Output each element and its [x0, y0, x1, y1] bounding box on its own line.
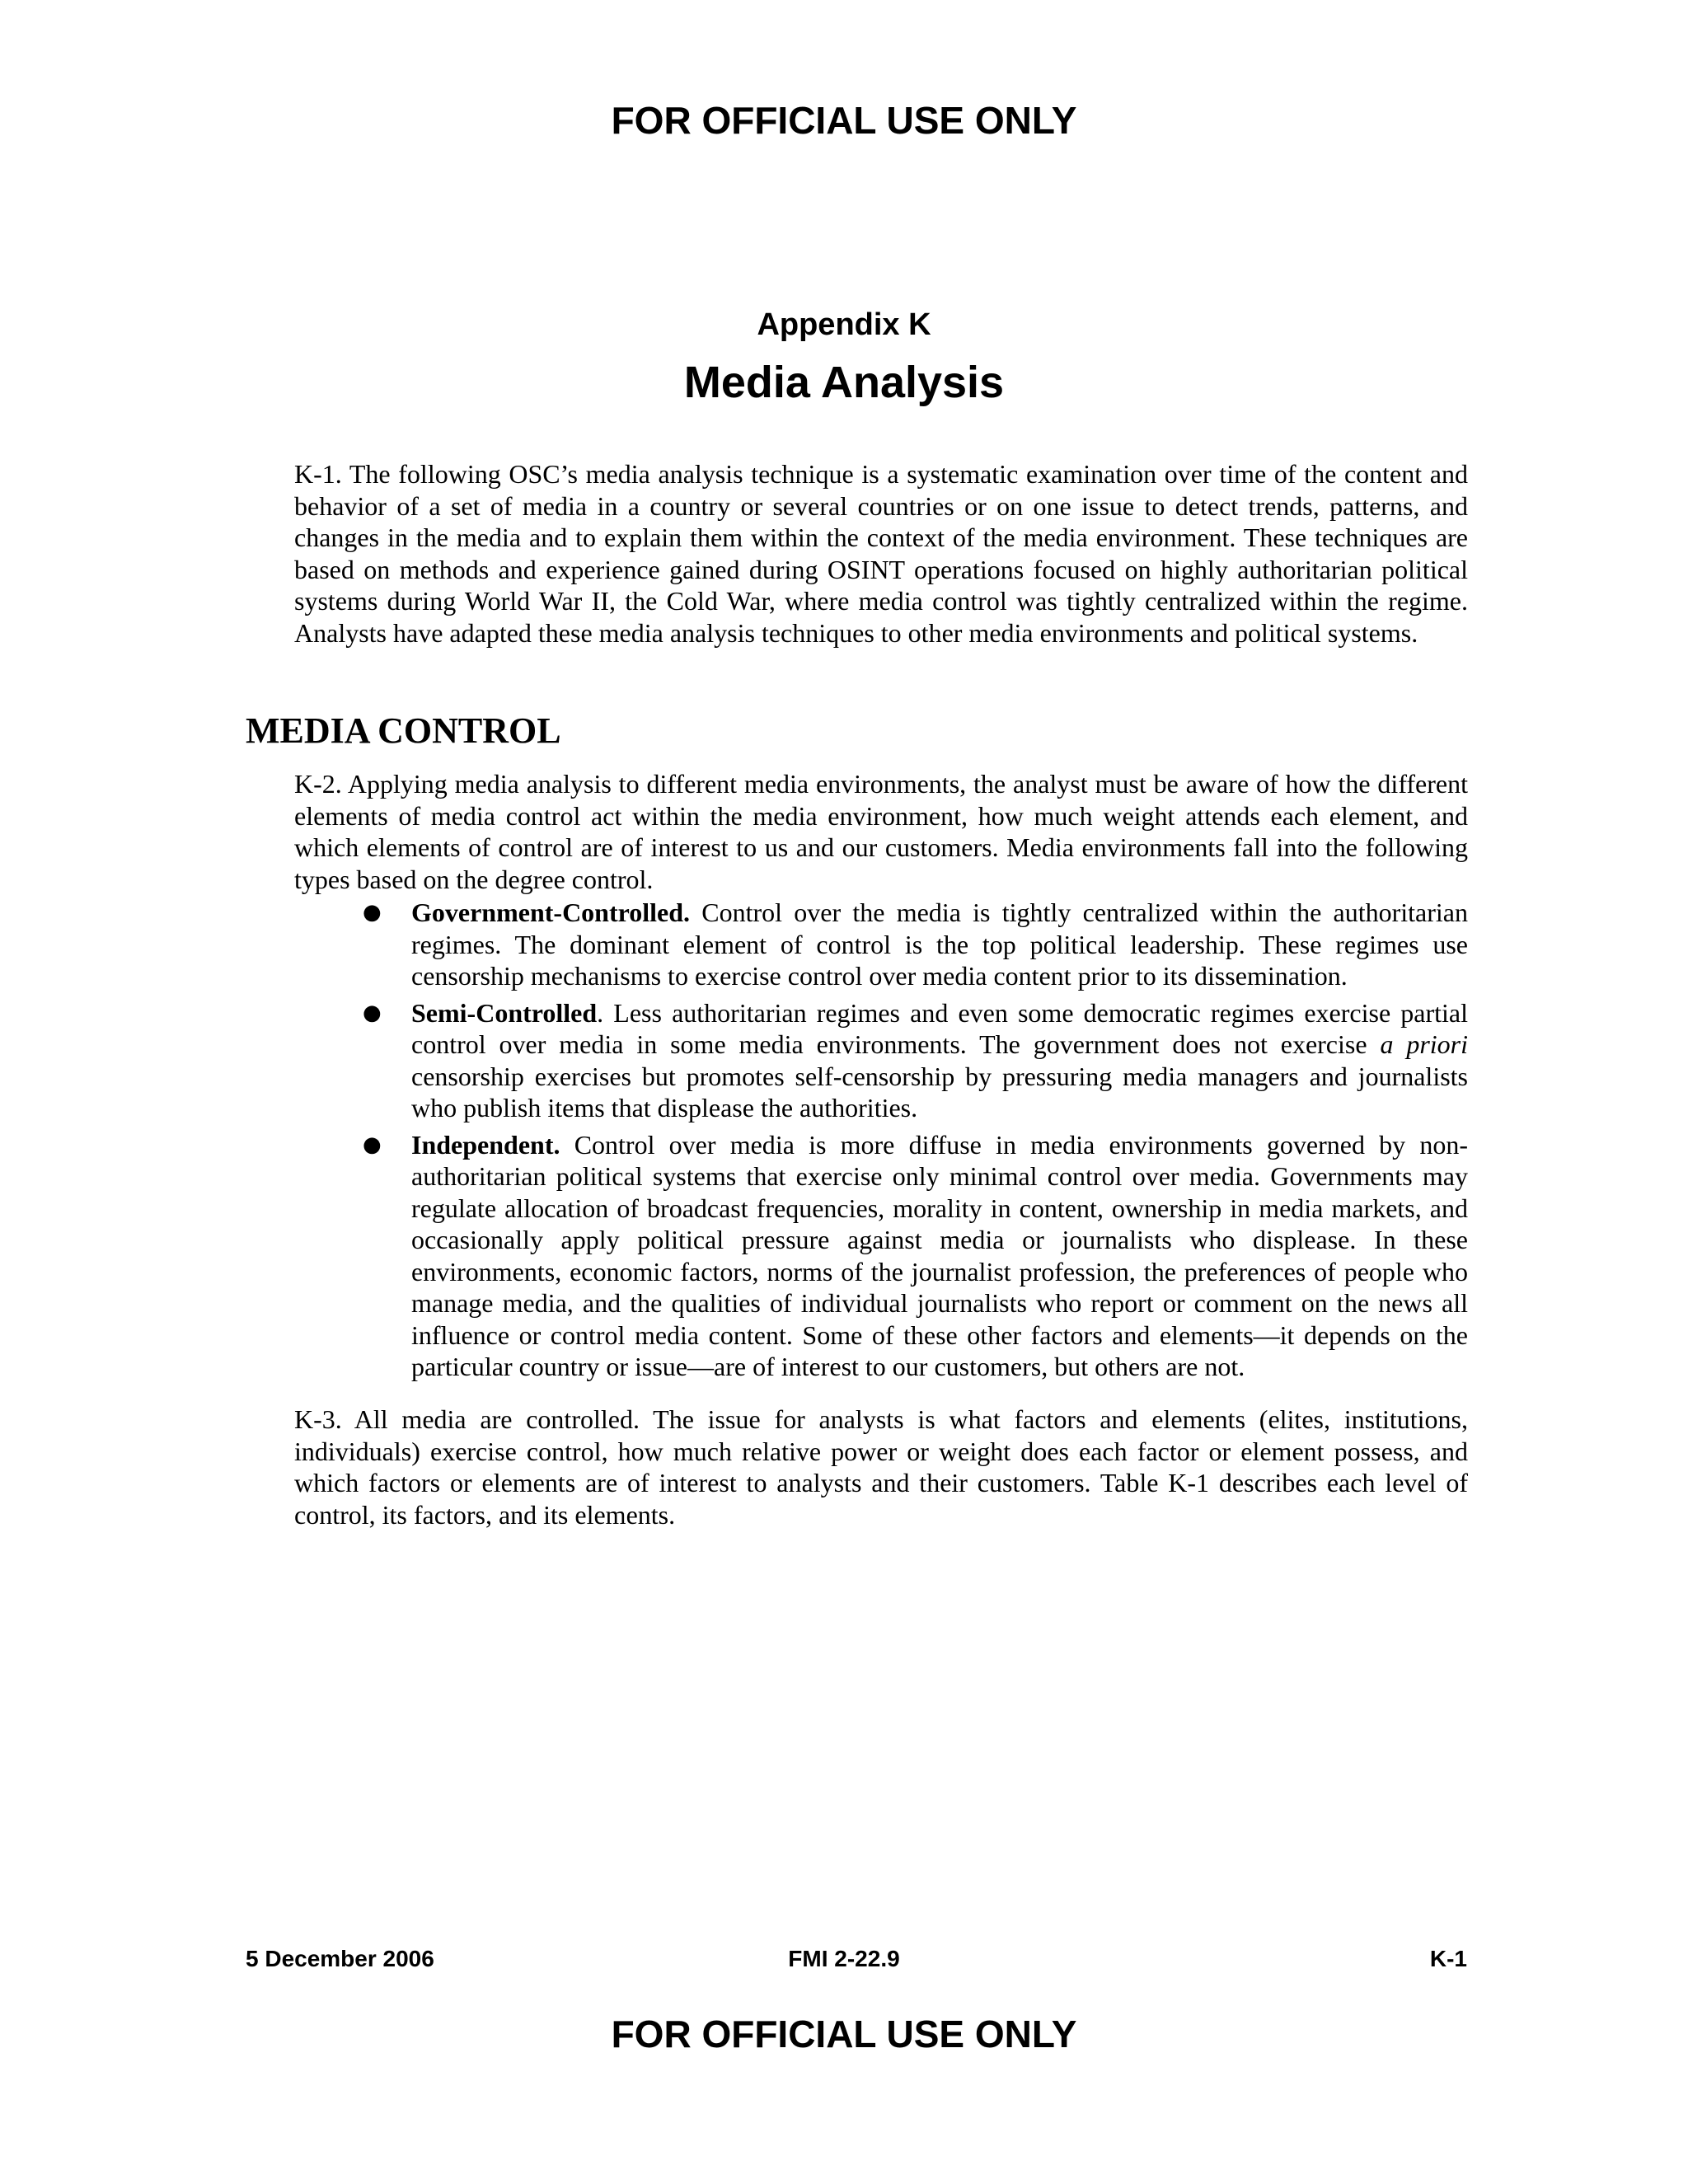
paragraph-k3: K-3. All media are controlled. The issue for analysts is what factors and elements (elites, institutions, individuals) exercise control, how much relative power or weight does each factor or element possess, and which factors or elements are of interest to analysts and their customers. Table K-1 describes each level of control, its factors, and its elements.	[294, 1404, 1468, 1530]
bullet-icon: ●	[363, 1132, 382, 1157]
paragraph-k2: K-2. Applying media analysis to different media environments, the analyst must be aware of how the different elements of media control act within the media environment, how much weight attends each element, and which elements of control are of interest to us and our customers. Media environments fall into the following types based on the degree control.	[294, 769, 1468, 894]
footer-document-number: FMI 2-22.9	[788, 1946, 900, 1971]
paragraph-k1: K-1. The following OSC’s media analysis technique is a systematic examination over time of the content and behavior of a set of media in a country or several countries or on one issue to detect trends, patterns, and changes in the media and to explain them within the context of the media environment. These techniques are based on methods and experience gained during OSINT operations focused on highly authoritarian political systems during World War II, the Cold War, where media control was tightly centralized within the regime. Analysts have adapted these media analysis techniques to other media environments and political systems.	[294, 459, 1468, 648]
list-item-text-continued: censorship exercises but promotes self-censorship by pressuring media managers and journalists who publish items that displease the authorities.	[411, 1061, 1468, 1122]
list-item-term: Semi-Controlled	[411, 997, 598, 1028]
classification-banner-top: FOR OFFICIAL USE ONLY	[611, 99, 1077, 142]
list-item-text: Control over media is more diffuse in media environments governed by non-authoritarian political systems that exercise only minimal control over media. Governments may regulate allocation of broadcast frequencies, morality in content, ownership in media markets, and occasionally apply political pressure against media or journalists who displease. In these environments, economic factors, norms of the journalist profession, the preferences of people who manage media, and the qualities of individual journalists who report or comment on the news all influence or control media content. Some of these other factors and elements—it depends on the particular country or issue—are of interest to our customers, but others are not.	[411, 1129, 1468, 1381]
list-item-semi-controlled	[354, 997, 1468, 1124]
list-item-independent	[354, 1129, 1468, 1383]
appendix-label: Appendix K	[757, 307, 931, 342]
list-item-italic-phrase: a priori	[1380, 1029, 1469, 1059]
footer-date: 5 December 2006	[246, 1946, 434, 1971]
list-item-government-controlled	[354, 897, 1468, 992]
bullet-icon: ●	[363, 900, 382, 925]
list-item-term: Independent.	[411, 1129, 560, 1160]
media-environment-types-list	[354, 897, 1468, 1388]
bullet-icon: ●	[363, 1000, 382, 1025]
section-heading: MEDIA CONTROL	[246, 710, 561, 751]
footer-page-number: K-1	[1429, 1946, 1467, 1971]
list-item-text: Control over the media is tightly centralized within the authoritarian regimes. The dominant element of control is the top political leadership. These regimes use censorship mechanisms to exercise control over media content prior to its dissemination.	[411, 898, 1468, 991]
list-item-text: . Less authoritarian regimes and even some democratic regimes exercise partial control over media in some media environments. The government does not exercise	[411, 997, 1468, 1059]
page-title: Media Analysis	[683, 358, 1005, 407]
classification-banner-bottom: FOR OFFICIAL USE ONLY	[611, 2013, 1077, 2055]
list-item-term: Government-Controlled.	[411, 898, 691, 927]
